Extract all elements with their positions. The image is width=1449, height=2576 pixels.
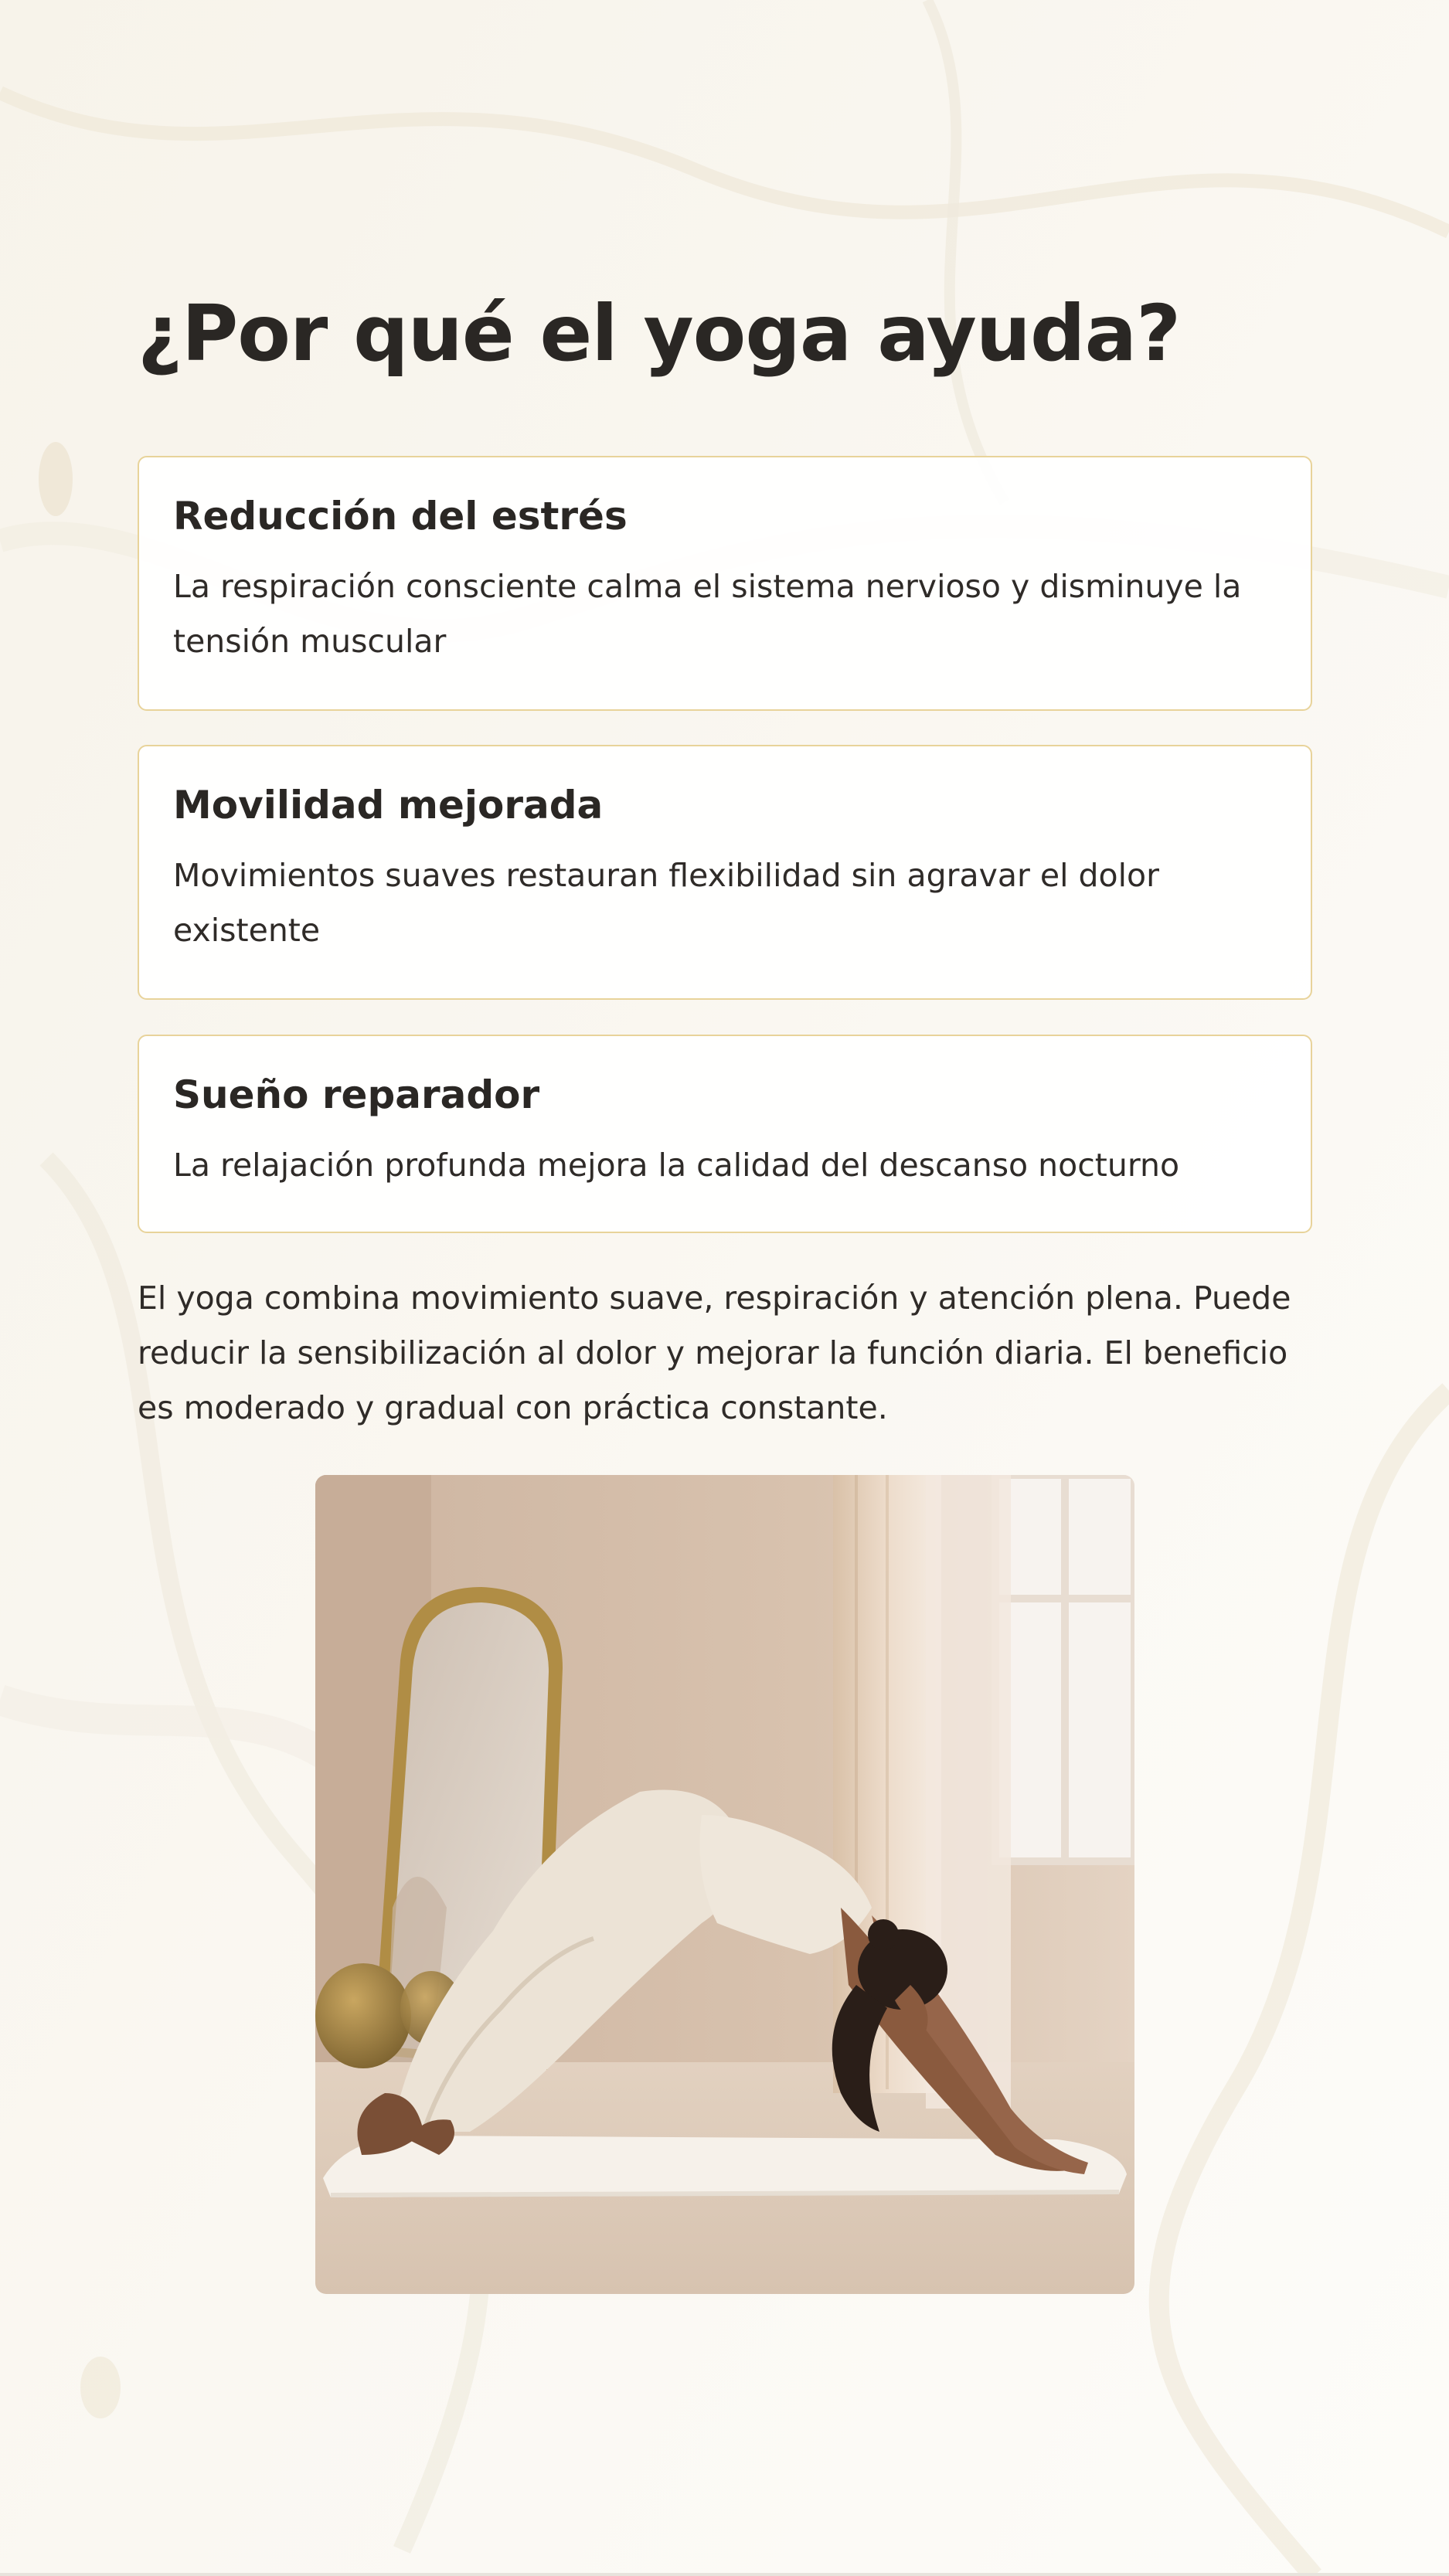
bottom-divider: [0, 2573, 1449, 2576]
benefit-description: La respiración consciente calma el sistema nervioso y disminuye la tensión muscular: [173, 568, 1242, 660]
benefit-title: Movilidad mejorada: [173, 783, 604, 828]
benefit-card-stress: [138, 456, 1312, 711]
benefit-card-mobility: [138, 745, 1312, 1000]
benefit-description: La relajación profunda mejora la calidad del descanso nocturno: [173, 1147, 1180, 1184]
benefit-card-sleep: [138, 1035, 1312, 1233]
yoga-photo: [315, 1475, 1134, 2294]
page-title: ¿Por qué el yoga ayuda?: [138, 288, 1181, 379]
benefit-title: Sueño reparador: [173, 1072, 540, 1117]
benefit-title: Reducción del estrés: [173, 494, 628, 539]
benefit-description: Movimientos suaves restauran flexibilidad sin agravar el dolor existente: [173, 857, 1159, 949]
intro-paragraph: El yoga combina movimiento suave, respiración y atención plena. Puede reducir la sensibilización al dolor y mejorar la función diaria. El beneficio es moderado y gradual con práctica constante.: [138, 1280, 1291, 1426]
